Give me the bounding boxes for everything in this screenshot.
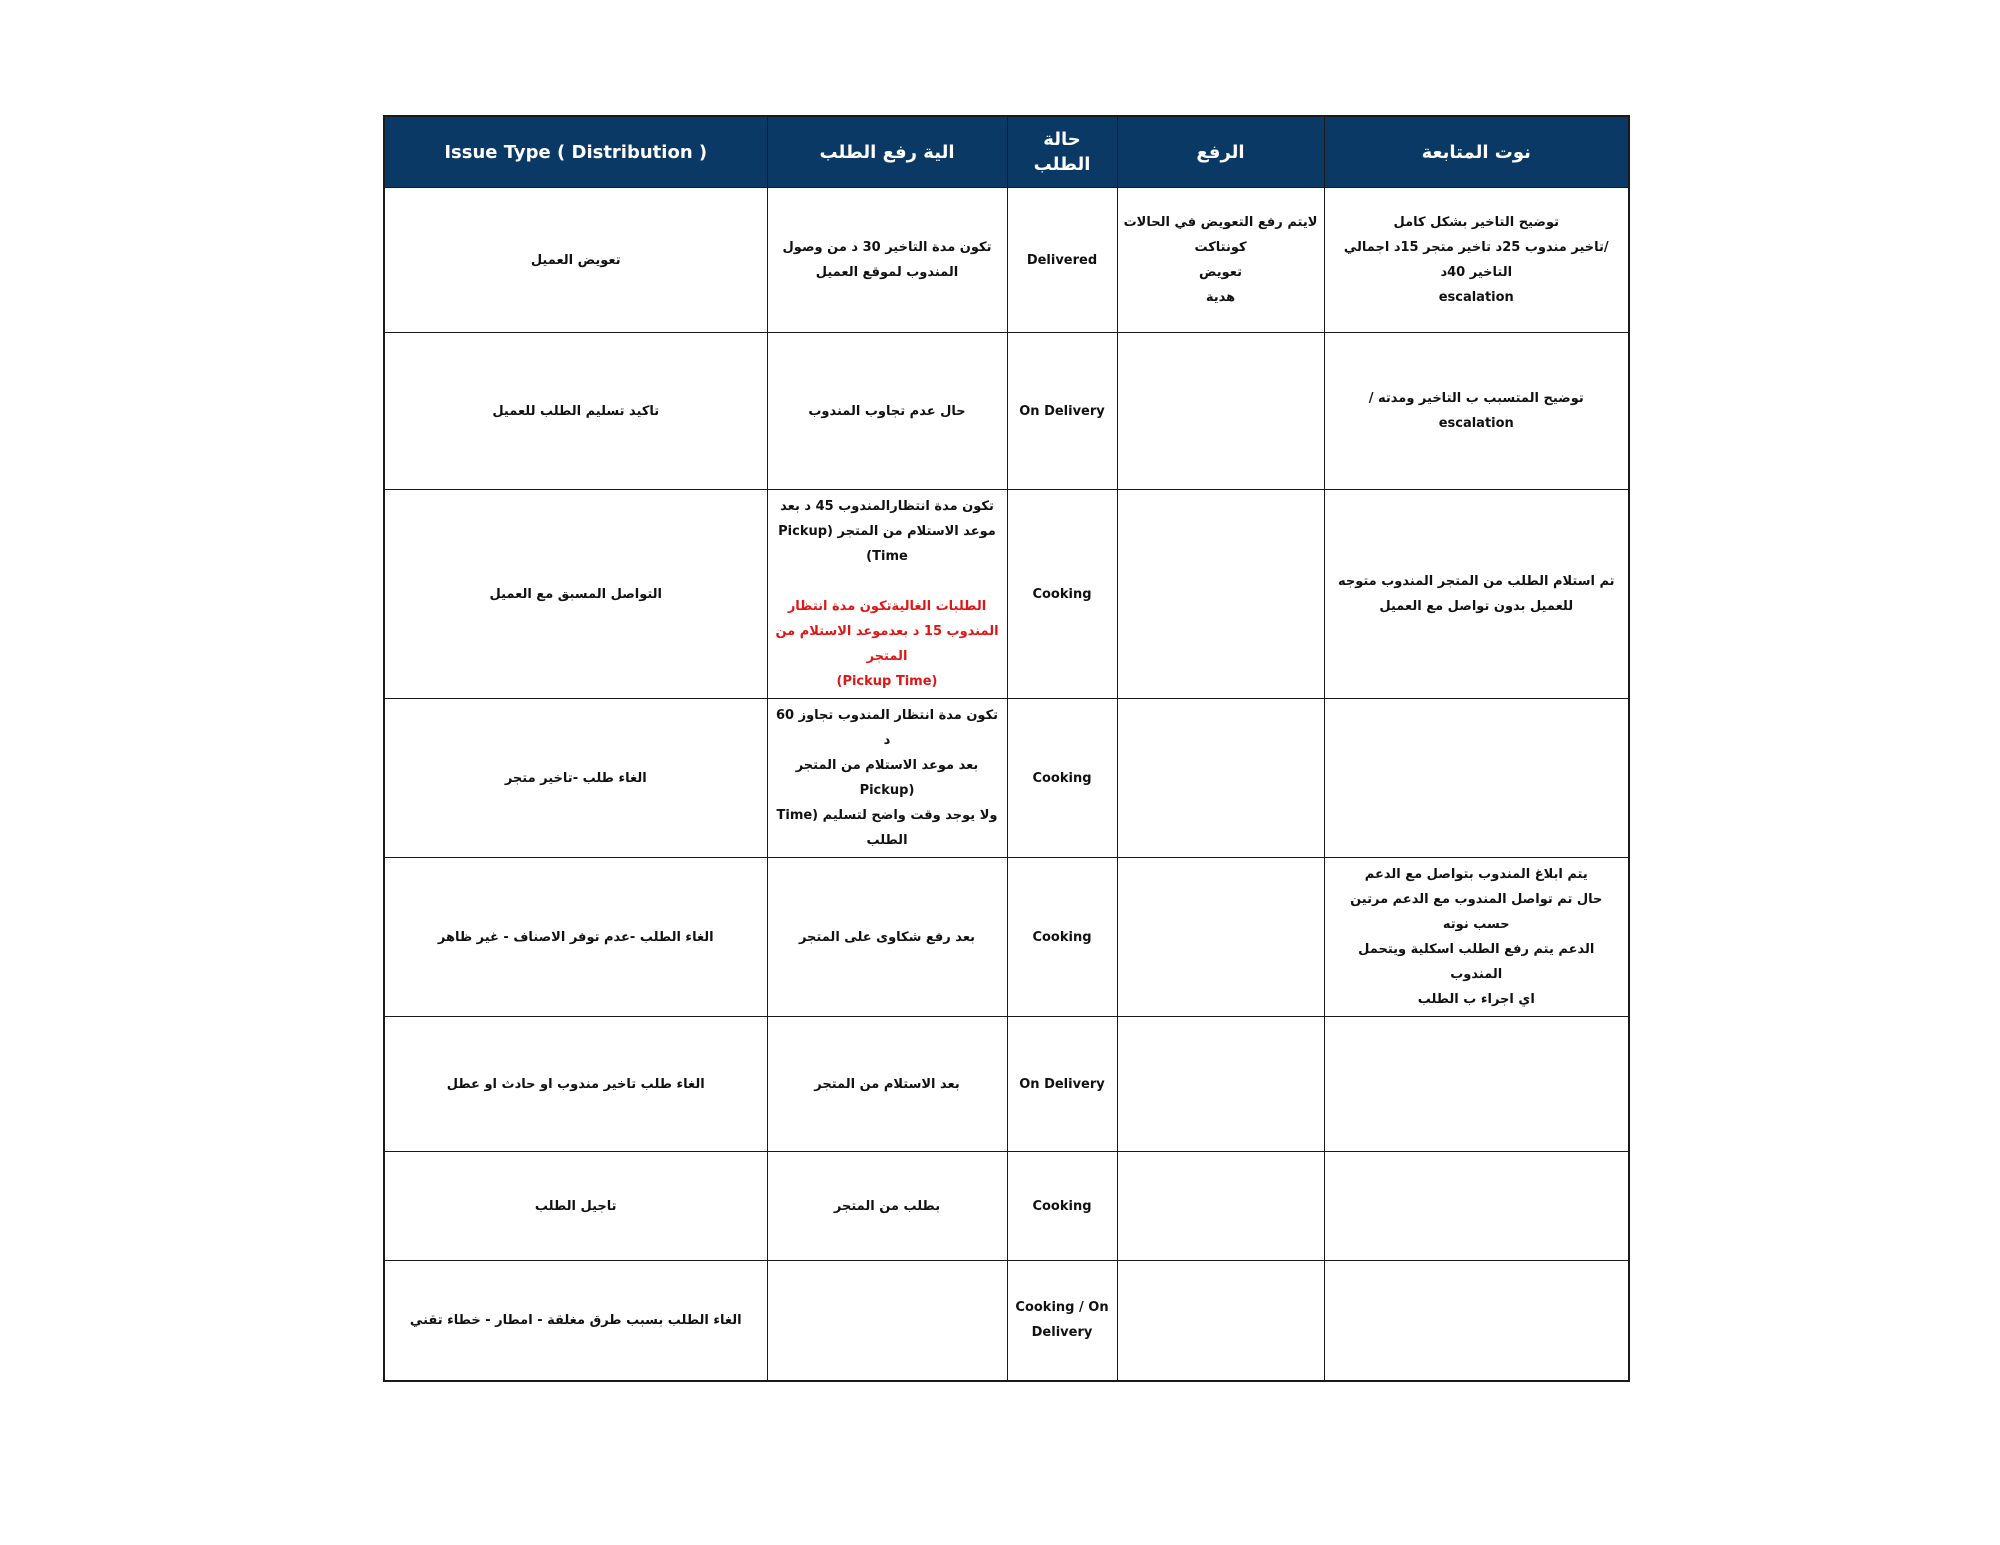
cell-follow-up bbox=[1324, 1017, 1629, 1152]
follow-up-line: /تاخير مندوب 25د تاخير متجر 15د اجمالي التاخير 40د bbox=[1343, 240, 1609, 280]
cell-status: On Delivery bbox=[1007, 333, 1117, 490]
cell-issue-type: الغاء الطلب -عدم توفر الاصناف - غير ظاهر bbox=[384, 858, 767, 1017]
escalation-line: كونتاكت bbox=[1194, 240, 1247, 255]
cell-status: Cooking bbox=[1007, 699, 1117, 858]
header-follow-up: نوت المتابعة bbox=[1324, 116, 1629, 188]
cell-escalation bbox=[1117, 333, 1324, 490]
cell-status: On Delivery bbox=[1007, 1017, 1117, 1152]
table-row bbox=[384, 1261, 1629, 1381]
header-status: حالة الطلب bbox=[1007, 116, 1117, 188]
spacer bbox=[774, 569, 1001, 594]
escalation-line: هدية bbox=[1205, 290, 1236, 305]
mechanism-red-line: المتجر bbox=[866, 649, 908, 664]
table-row bbox=[384, 858, 1629, 1017]
table-row bbox=[384, 699, 1629, 858]
cell-issue-type: التواصل المسبق مع العميل bbox=[384, 490, 767, 699]
follow-up-line: escalation bbox=[1438, 290, 1514, 305]
cell-follow-up bbox=[1324, 333, 1629, 490]
mechanism-line: بعد رفع شكاوى على المتجر bbox=[798, 929, 976, 945]
table-row bbox=[384, 1152, 1629, 1261]
cell-issue-type: تعويض العميل bbox=[384, 188, 767, 333]
mechanism-red-line: الطلبات الغاليةتكون مدة انتظار bbox=[787, 599, 987, 614]
follow-up-line: توضيح التاخير بشكل كامل bbox=[1393, 215, 1559, 230]
cell-status: Cooking bbox=[1007, 858, 1117, 1017]
cell-status: Cooking bbox=[1007, 490, 1117, 699]
cell-escalation bbox=[1117, 188, 1324, 333]
header-escalation: الرفع bbox=[1117, 116, 1324, 188]
distribution-issues-table bbox=[383, 115, 1630, 1382]
header-issue-type: Issue Type ( Distribution ) bbox=[384, 116, 767, 188]
cell-escalation bbox=[1117, 699, 1324, 858]
follow-up-line: حال تم تواصل المندوب مع الدعم مرتين حسب نوته bbox=[1350, 892, 1603, 932]
table-row bbox=[384, 333, 1629, 490]
cell-mechanism bbox=[767, 1261, 1007, 1381]
mechanism-line: تكون مدة انتظارالمندوب 45 د بعد bbox=[780, 499, 994, 514]
mechanism-line: بعد موعد الاستلام من المتجر (Pickup bbox=[795, 758, 979, 798]
cell-mechanism bbox=[767, 188, 1007, 333]
escalation-line: لايتم رفع التعويض في الحالات bbox=[1123, 215, 1318, 230]
cell-follow-up bbox=[1324, 188, 1629, 333]
cell-escalation bbox=[1117, 858, 1324, 1017]
follow-up-line: توضيح المتسبب ب التاخير ومدته / escalation bbox=[1368, 391, 1584, 431]
mechanism-line: تكون مدة التاخير 30 د من وصول bbox=[782, 240, 992, 255]
escalation-line: تعويض bbox=[1199, 265, 1242, 280]
table-row bbox=[384, 188, 1629, 333]
cell-issue-type: الغاء طلب تاخير مندوب او حادث او عطل bbox=[384, 1017, 767, 1152]
cell-mechanism bbox=[767, 858, 1007, 1017]
cell-mechanism bbox=[767, 1017, 1007, 1152]
cell-follow-up bbox=[1324, 1152, 1629, 1261]
cell-mechanism bbox=[767, 699, 1007, 858]
mechanism-red-line: المندوب 15 د بعدموعد الاستلام من bbox=[775, 624, 999, 639]
mechanism-line: بعد الاستلام من المتجر bbox=[814, 1076, 960, 1092]
follow-up-line: يتم ابلاغ المندوب بتواصل مع الدعم bbox=[1364, 867, 1588, 882]
mechanism-line: تكون مدة انتظار المندوب تجاوز 60 د bbox=[775, 708, 999, 748]
cell-mechanism bbox=[767, 1152, 1007, 1261]
cell-follow-up bbox=[1324, 1261, 1629, 1381]
mechanism-line: بطلب من المتجر bbox=[833, 1198, 941, 1214]
follow-up-line: تم استلام الطلب من المتجر المندوب متوجه bbox=[1337, 574, 1615, 589]
follow-up-line: اي اجراء ب الطلب bbox=[1417, 992, 1535, 1007]
cell-issue-type: الغاء طلب -تاخير متجر bbox=[384, 699, 767, 858]
cell-mechanism bbox=[767, 333, 1007, 490]
cell-status: Delivered bbox=[1007, 188, 1117, 333]
cell-follow-up bbox=[1324, 490, 1629, 699]
table-row bbox=[384, 490, 1629, 699]
cell-issue-type: تاكيد تسليم الطلب للعميل bbox=[384, 333, 767, 490]
mechanism-line: حال عدم تجاوب المندوب bbox=[808, 403, 966, 419]
cell-status: Cooking bbox=[1007, 1152, 1117, 1261]
header-mechanism: الية رفع الطلب bbox=[767, 116, 1007, 188]
cell-escalation bbox=[1117, 490, 1324, 699]
mechanism-line: الطلب bbox=[866, 833, 908, 848]
cell-mechanism bbox=[767, 490, 1007, 699]
cell-escalation bbox=[1117, 1261, 1324, 1381]
cell-follow-up bbox=[1324, 858, 1629, 1017]
follow-up-line: للعميل بدون تواصل مع العميل bbox=[1379, 599, 1574, 614]
cell-issue-type: الغاء الطلب بسبب طرق مغلقة - امطار - خطاء تقني bbox=[384, 1261, 767, 1381]
cell-escalation bbox=[1117, 1017, 1324, 1152]
cell-follow-up bbox=[1324, 699, 1629, 858]
cell-status: Cooking / On Delivery bbox=[1007, 1261, 1117, 1381]
table-row bbox=[384, 1017, 1629, 1152]
mechanism-line: Time) ولا يوجد وقت واضح لتسليم bbox=[776, 808, 998, 823]
mechanism-line: المندوب لموقع العميل bbox=[815, 265, 959, 280]
cell-escalation bbox=[1117, 1152, 1324, 1261]
mechanism-line: موعد الاستلام من المتجر (Pickup Time) bbox=[778, 524, 996, 564]
follow-up-line: الدعم يتم رفع الطلب اسكلية ويتحمل المندوب bbox=[1358, 942, 1595, 982]
cell-issue-type: تاجيل الطلب bbox=[384, 1152, 767, 1261]
header-row bbox=[384, 116, 1629, 188]
mechanism-red-line: (Pickup Time) bbox=[836, 674, 938, 689]
